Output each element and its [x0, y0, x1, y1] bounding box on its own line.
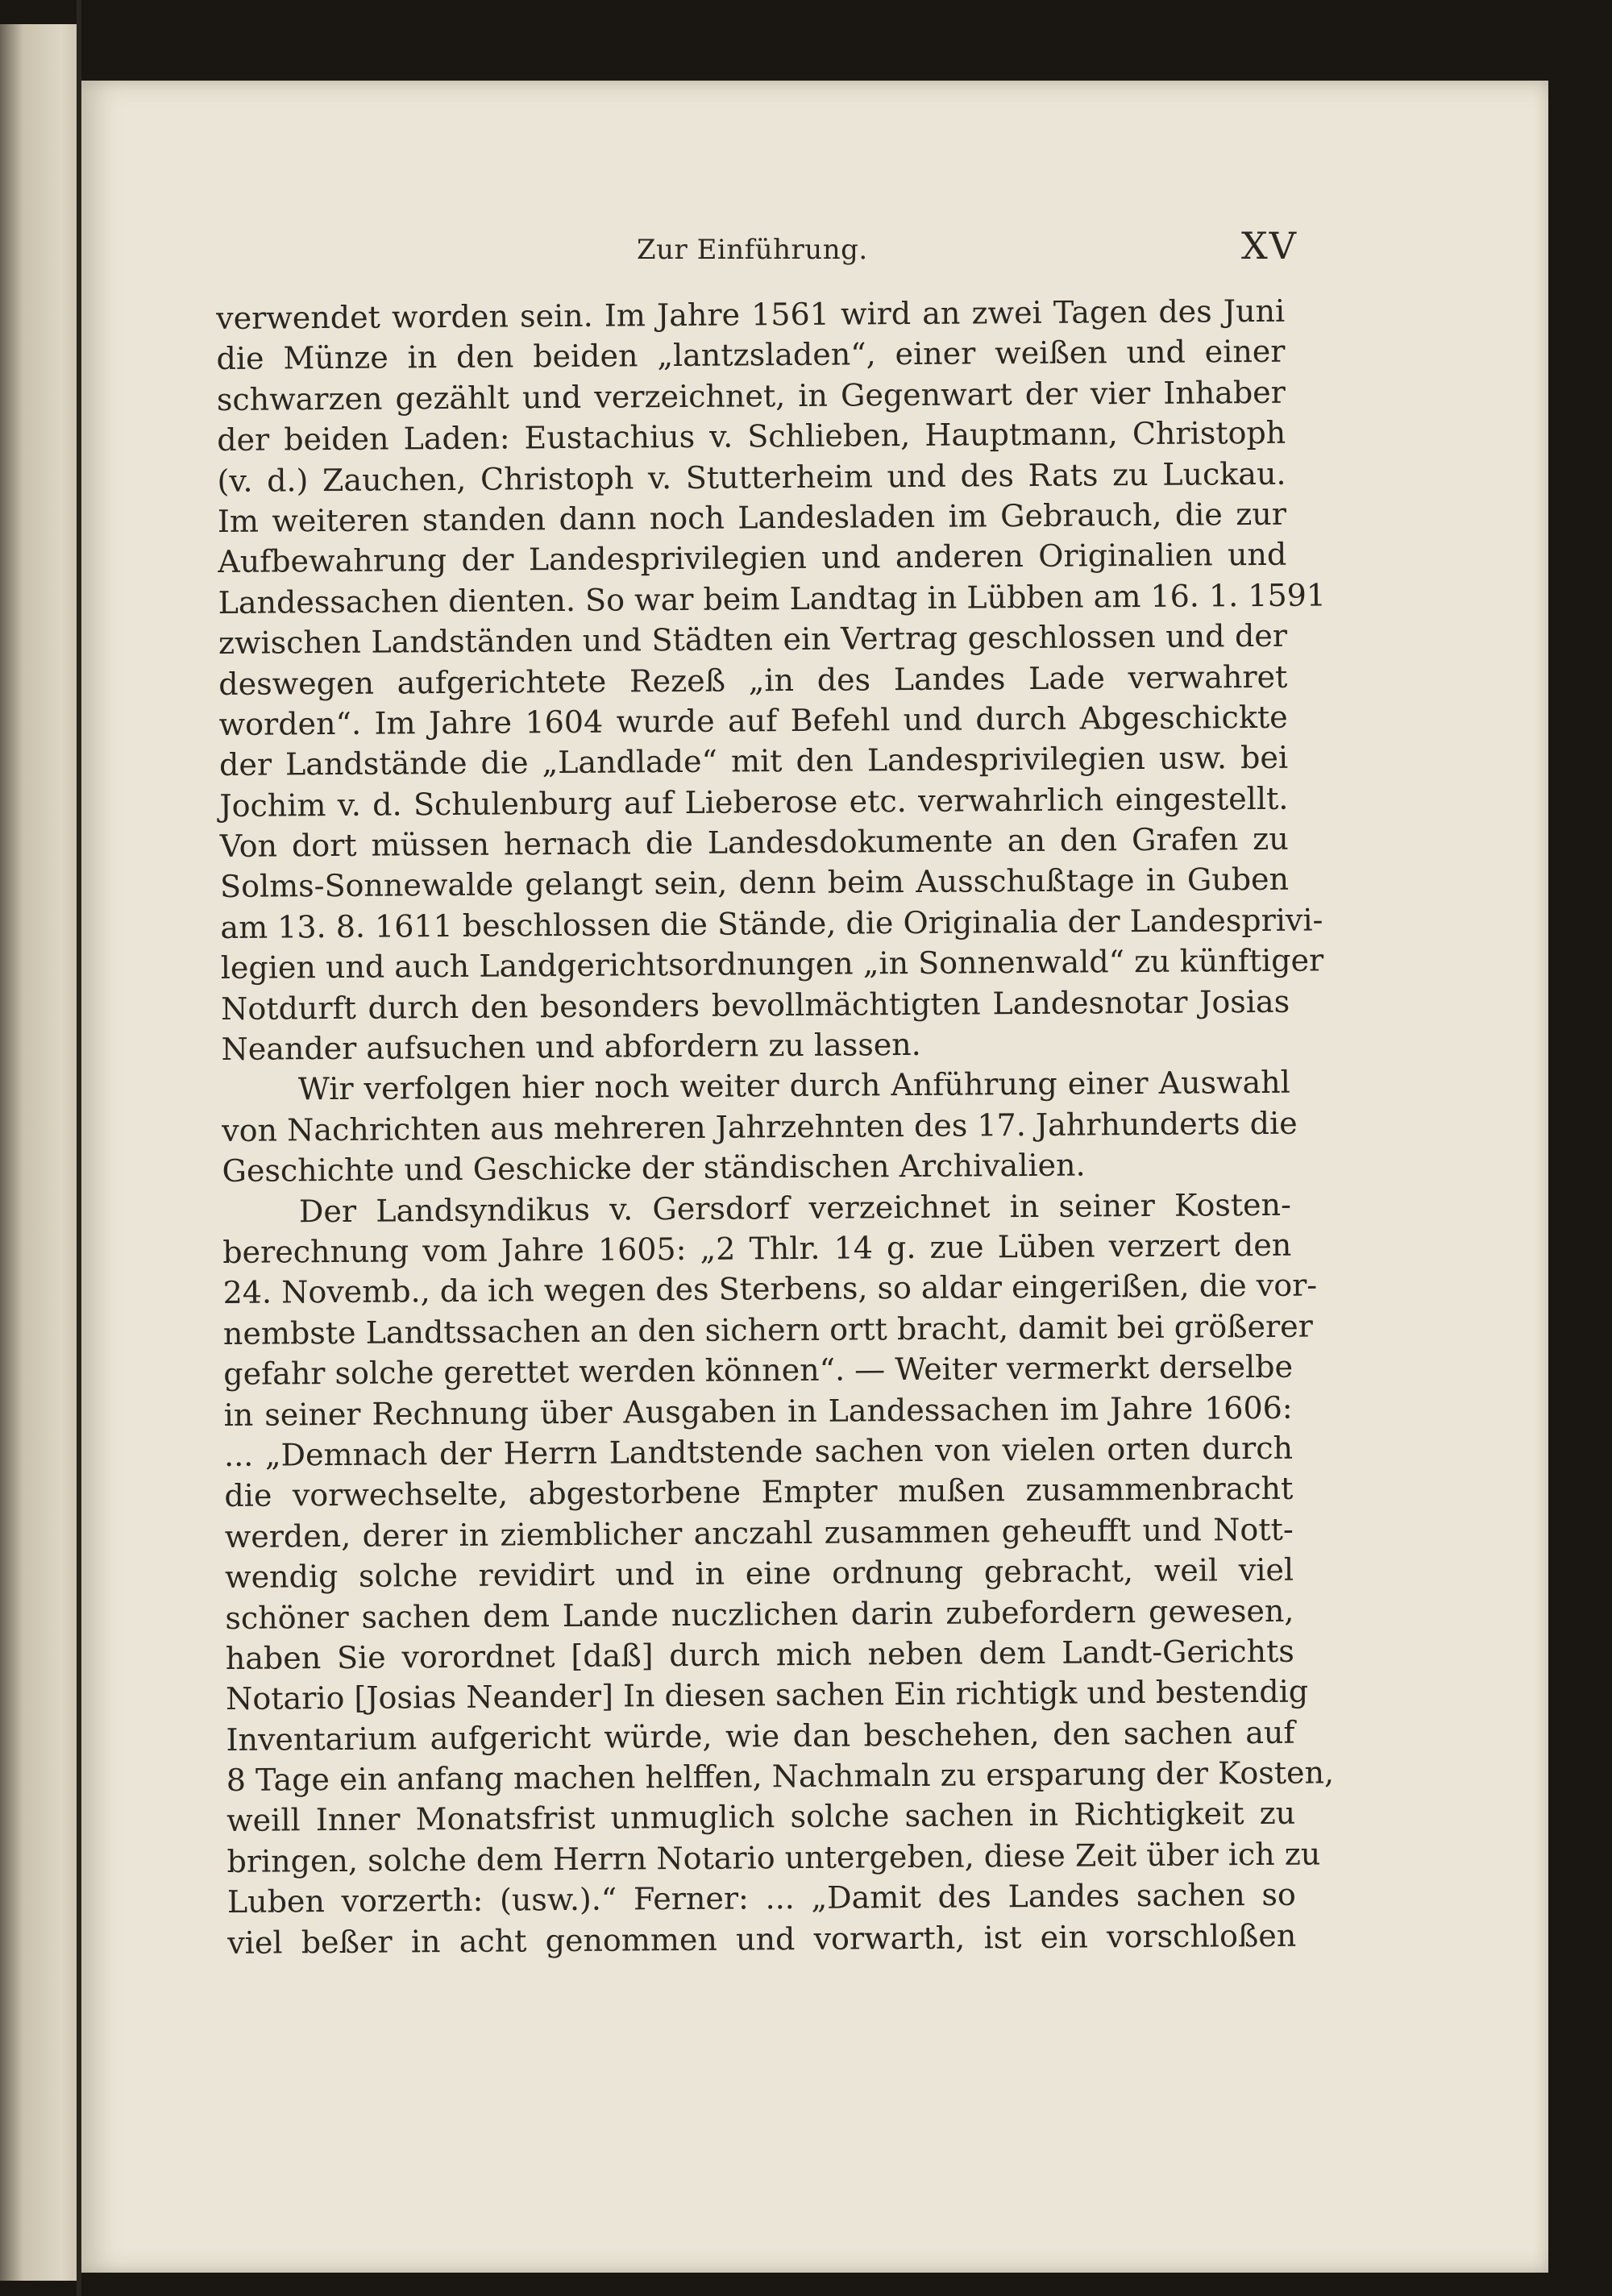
- text-line: 24. Novemb., da ich wegen des Sterbens, so aldar eingerißen, die vor-: [222, 1267, 1318, 1311]
- running-head: Zur Einführung.: [637, 234, 868, 266]
- text-line: die Münze in den beiden „lantzsladen“, einer weißen und einer: [216, 334, 1286, 377]
- text-line: werden, derer in ziemblicher anczahl zusammen geheufft und Nott-: [224, 1511, 1294, 1555]
- text-line: Notdurft durch den besonders bevollmächtigten Landesnotar Josias: [221, 983, 1290, 1027]
- text-line: die vorwechselte, abgestorbene Empter mußen zusammenbracht: [224, 1471, 1294, 1514]
- text-line: der beiden Laden: Eustachius v. Schlieben, Hauptmann, Christoph: [217, 414, 1286, 459]
- text-line: zwischen Landständen und Städten ein Vertrag geschlossen und der: [218, 617, 1288, 662]
- text-line: 8 Tage ein anfang machen helffen, Nachmaln zu ersparung der Kosten,: [226, 1754, 1335, 1799]
- text-line: gefahr solche gerettet werden können“. — Weiter vermerkt derselbe: [223, 1348, 1294, 1393]
- text-line: von Nachrichten aus mehreren Jahrzehnten des 17. Jahrhunderts die: [222, 1105, 1298, 1148]
- text-line: in seiner Rechnung über Ausgaben in Landessachen im Jahre 1606:: [223, 1389, 1293, 1433]
- text-line: Im weiteren standen dann noch Landesladen im Gebrauch, die zur: [217, 496, 1287, 539]
- text-line: haben Sie vorordnet [daß] durch mich neben dem Landt-Gerichts: [225, 1633, 1294, 1676]
- left-page-edge: [0, 24, 77, 2281]
- text-line: worden“. Im Jahre 1604 wurde auf Befehl und durch Abgeschickte: [218, 699, 1288, 742]
- text-line: Von dort müssen hernach die Landesdokumente an den Grafen zu: [219, 820, 1289, 865]
- text-line: deswegen aufgerichtete Rezeß „in des Landes Lade verwahret: [218, 658, 1288, 702]
- text-line: der Landstände die „Landlade“ mit den Landesprivilegien usw. bei: [218, 740, 1289, 783]
- paragraph-3: [222, 1184, 1335, 1963]
- text-line: am 13. 8. 1611 beschlossen die Stände, die Originalia der Landesprivi-: [220, 902, 1323, 945]
- text-line: nembste Landtssachen an den sichern ortt bracht, damit bei größerer: [222, 1308, 1313, 1351]
- text-line: (v. d.) Zauchen, Christoph v. Stutterheim und des Rats zu Luckau.: [217, 455, 1286, 499]
- text-line: legien und auch Landgerichtsordnungen „in Sonnenwald“ zu künftiger: [220, 942, 1324, 986]
- text-line: schöner sachen dem Lande nuczlichen darin zubefordern gewesen,: [225, 1592, 1294, 1636]
- text-line: wendig solche revidirt und in eine ordnung gebracht, weil viel: [224, 1551, 1294, 1596]
- text-line: Aufbewahrung der Landesprivilegien und anderen Originalien und: [218, 537, 1287, 580]
- text-line: viel beßer in acht genommen und vorwarth, ist ein vorschloßen: [227, 1917, 1297, 1961]
- text-line: Notario [Josias Neander] In diesen sachen Ein richtigk und bestendig: [225, 1673, 1309, 1717]
- text-line: Solms-Sonnewalde gelangt sein, denn beim Ausschußtage in Guben: [219, 862, 1290, 905]
- text-line: Neander aufsuchen und abfordern zu lassen.: [221, 1026, 921, 1068]
- paragraph-2: [222, 1062, 1298, 1191]
- text-line: ... „Demnach der Herrn Landtstende sachen von vielen orten durch: [223, 1430, 1294, 1473]
- text-line: Der Landsyndikus v. Gersdorf verzeichnet in seiner Kosten-: [298, 1186, 1292, 1229]
- text-line: verwendet worden sein. Im Jahre 1561 wird an zwei Tagen des Juni: [216, 293, 1286, 336]
- text-line: Luben vorzerth: (usw.).“ Ferner: ... „Damit des Landes sachen so: [226, 1876, 1297, 1920]
- body-text: [216, 291, 1335, 1963]
- text-line: Landessachen dienten. So war beim Landtag in Lübben am 16. 1. 1591: [218, 577, 1327, 621]
- page-number: XV: [1241, 224, 1298, 268]
- text-line: Geschichte und Geschicke der ständischen Archivalien.: [222, 1147, 1086, 1190]
- text-line: Wir verfolgen hier noch weiter durch Anführung einer Auswahl: [297, 1065, 1290, 1107]
- text-line: weill Inner Monatsfrist unmuglich solche sachen in Richtigkeit zu: [226, 1796, 1296, 1839]
- paragraph-1: [216, 291, 1327, 1070]
- right-background: [1548, 81, 1612, 2273]
- text-line: Jochim v. d. Schulenburg auf Lieberose etc. verwahrlich eingestellt.: [219, 780, 1289, 824]
- text-line: Inventarium aufgericht würde, wie dan beschehen, den sachen auf: [226, 1714, 1295, 1758]
- text-line: berechnung vom Jahre 1605: „2 Thlr. 14 g. zue Lüben verzert den: [222, 1227, 1292, 1270]
- text-line: bringen, solche dem Herrn Notario untergeben, diese Zeit über ich zu: [226, 1836, 1321, 1879]
- page-header: [637, 224, 1298, 280]
- text-line: schwarzen gezählt und verzeichnet, in Gegenwart der vier Inhaber: [216, 374, 1286, 417]
